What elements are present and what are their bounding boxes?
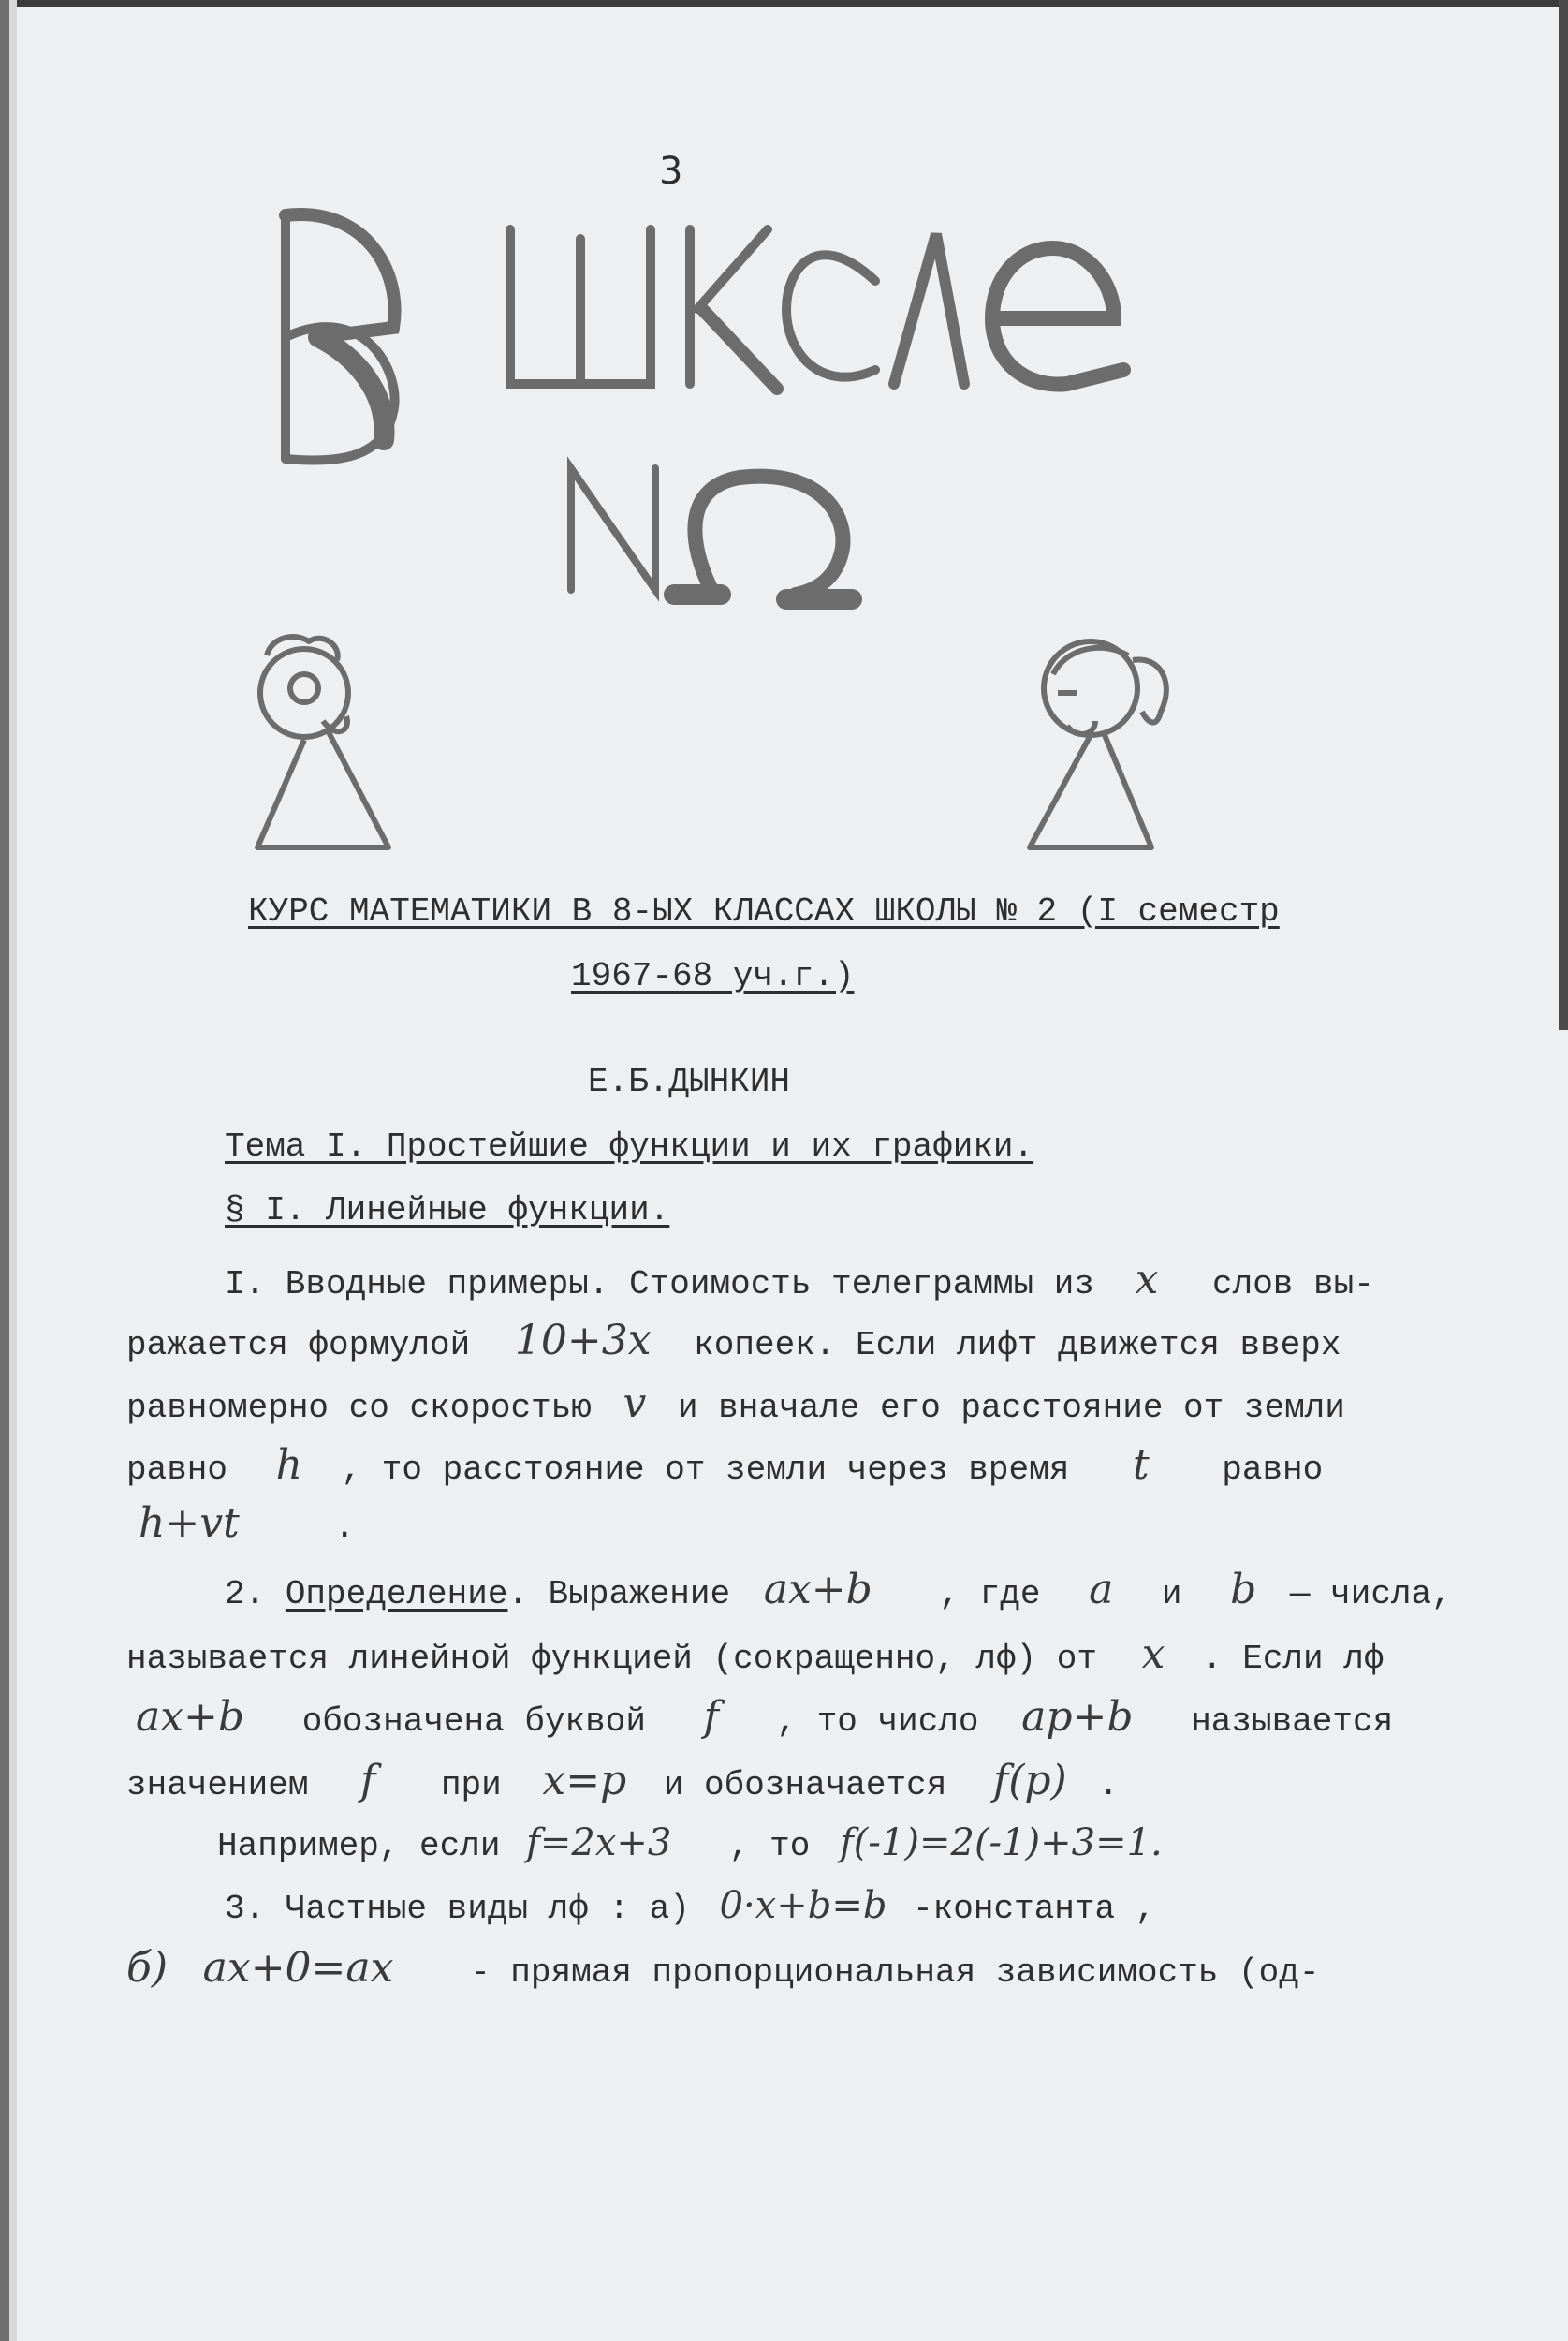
text: Например, если [217,1827,501,1865]
formula-h: h [275,1441,302,1489]
formula-v: v [623,1379,647,1427]
text: . Выражение [507,1575,731,1613]
text: и [1161,1575,1182,1613]
text: , то [728,1827,811,1865]
formula-fp: f(p) [992,1757,1067,1804]
logo-number-2 [571,468,852,599]
text: — числа, [1289,1575,1452,1613]
formula-b: b [1230,1566,1257,1613]
formula-f-def: f=2x+3 [526,1821,672,1864]
text: ражается формулой [126,1326,471,1364]
p1-line1 [225,1256,1374,1303]
course-title-line2: 1967-68 уч.г.) [571,957,855,995]
p3-line1 [225,1884,1156,1928]
masthead-logo [0,0,1568,890]
text: равно [1222,1450,1324,1489]
p1-line3 [126,1379,1345,1427]
course-title-line1: КУРС МАТЕМАТИКИ В 8-ЫХ КЛАССАХ ШКОЛЫ № 2 (I семестр [248,892,1280,931]
formula-proportional: ax+0=ax [202,1944,394,1992]
p1-line2 [126,1317,1341,1364]
formula-axb: ax+b [136,1693,245,1741]
formula-xp: x=p [542,1757,627,1804]
p2-line1 [225,1566,1452,1613]
text: I. Вводные примеры. Стоимость телеграммы из [225,1265,1094,1303]
formula-f-value: f(-1)=2(-1)+3=1. [840,1821,1163,1864]
text: обозначена буквой [301,1702,646,1741]
page-number: 3 [659,150,683,193]
text: , где [939,1575,1041,1613]
formula-f: f [360,1757,376,1804]
p3-line2 [126,1944,1320,1992]
p1-line5 [139,1499,355,1547]
text: . [1098,1766,1119,1804]
text: 2. [225,1575,266,1613]
logo-word-shkole [510,229,1123,389]
text: называется [1191,1702,1394,1741]
text: , то число [776,1702,979,1741]
boy-figure-icon [257,637,388,847]
text: . Если лф [1202,1640,1385,1678]
text: слов вы- [1212,1265,1374,1303]
girl-figure-icon [1030,641,1166,847]
formula-x: x [1135,1256,1159,1303]
definition-term: Определение [285,1575,508,1613]
text: равно [126,1450,228,1489]
p2-line3 [136,1693,1394,1741]
text: . [334,1509,355,1547]
formula-t: t [1132,1441,1150,1489]
formula-apb: ap+b [1021,1693,1134,1741]
text: -константа , [913,1890,1156,1928]
text: называется линейной функцией (сокращенно, лф) от [126,1640,1097,1678]
p1-line4 [126,1441,1324,1489]
formula-cost: 10+3x [514,1317,652,1364]
logo-letter-v [286,214,395,460]
text: при [440,1766,502,1804]
text: равномерно со скоростью [126,1389,592,1427]
text: копеек. Если лифт движется вверх [694,1326,1341,1364]
text: - прямая пропорциональная зависимость (од- [470,1953,1320,1992]
formula-hvt: h+vt [139,1499,240,1547]
text: 3. Частные виды лф : а) [225,1890,690,1928]
topic-heading: Тема I. Простейшие функции и их графики. [225,1127,1034,1166]
text: и обозначается [663,1766,947,1804]
p2-line5 [217,1821,1163,1865]
text: и вначале его расстояние от земли [677,1389,1345,1427]
section-heading: § I. Линейные функции. [225,1191,670,1229]
p2-line4 [126,1757,1119,1804]
formula-axb: ax+b [763,1566,872,1613]
item-b-label: б) [126,1944,169,1992]
formula-constant: 0·x+b=b [719,1884,887,1927]
formula-x: x [1141,1630,1165,1678]
formula-a: a [1089,1566,1114,1613]
author-name: Е.Б.ДЫНКИН [588,1063,791,1101]
text: значением [126,1766,309,1804]
formula-f: f [703,1693,719,1741]
p2-line2 [126,1630,1385,1678]
text: , то расстояние от земли через время [341,1450,1070,1489]
